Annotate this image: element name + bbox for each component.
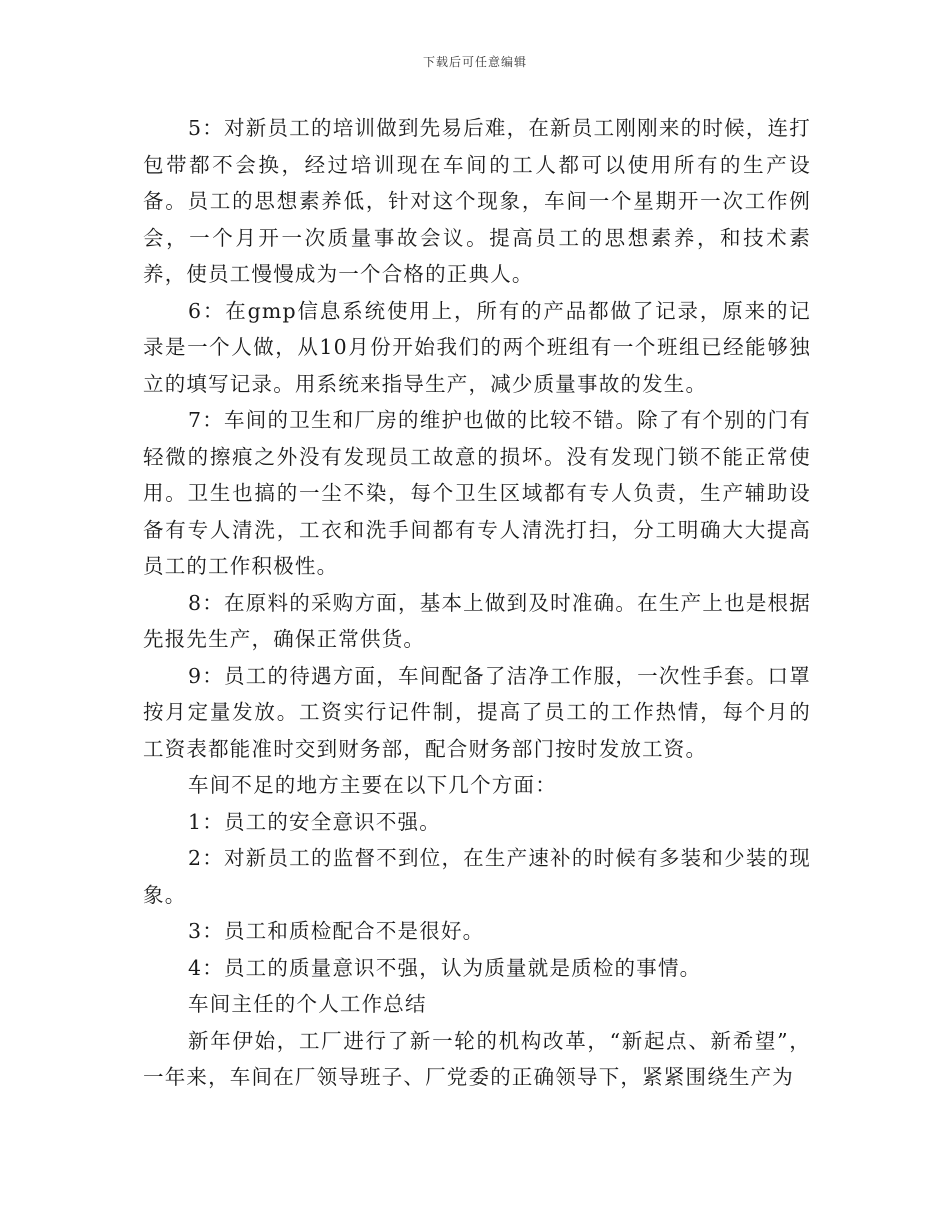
paragraph-item-7: 7：车间的卫生和厂房的维护也做的比较不错。除了有个别的门有轻微的擦痕之外没有发现员工故意的损坏。没有发现门锁不能正常使用。卫生也搞的一尘不染，每个卫生区域都有专人负责，生产辅助设备有专人清洗，工衣和洗手间都有专人清洗打扫，分工明确大大提高员工的工作积极性。 xyxy=(143,408,811,578)
shortcoming-item-4: 4：员工的质量意识不强，认为质量就是质检的事情。 xyxy=(188,955,702,980)
paragraph-item-6: 6：在gmp信息系统使用上，所有的产品都做了记录，原来的记录是一个人做，从10月份开始我们的两个班组有一个班组已经能够独立的填写记录。用系统来指导生产，减少质量事故的发生。 xyxy=(143,298,811,396)
page-header: 下载后可任意编辑 xyxy=(422,55,527,69)
paragraph-item-8: 8：在原料的采购方面，基本上做到及时准确。在生产上也是根据先报先生产，确保正常供货。 xyxy=(143,590,811,651)
paragraph-item-5: 5：对新员工的培训做到先易后难，在新员工刚刚来的时候，连打包带都不会换，经过培训现在车间的工人都可以使用所有的生产设备。员工的思想素养低，针对这个现象，车间一个星期开一次工作例会，一个月开一次质量事故会议。提高员工的思想素养，和技术素养，使员工慢慢成为一个合格的正典人。 xyxy=(143,116,811,286)
document-body xyxy=(143,110,811,1096)
shortcoming-item-2: 2：对新员工的监督不到位，在生产速补的时候有多装和少装的现象。 xyxy=(143,846,811,907)
section-title: 车间主任的个人工作总结 xyxy=(188,992,427,1016)
shortcomings-heading: 车间不足的地方主要在以下几个方面： xyxy=(188,773,557,797)
shortcoming-item-3: 3：员工和质检配合不是很好。 xyxy=(188,919,485,943)
shortcoming-item-1: 1：员工的安全意识不强。 xyxy=(188,809,441,834)
intro-paragraph: 新年伊始，工厂进行了新一轮的机构改革，“新起点、新希望”，一年来，车间在厂领导班子、厂党委的正确领导下，紧紧围绕生产为 xyxy=(143,1028,811,1089)
paragraph-item-9: 9：员工的待遇方面，车间配备了洁净工作服，一次性手套。口罩按月定量发放。工资实行记件制，提高了员工的工作热情，每个月的工资表都能准时交到财务部，配合财务部门按时发放工资。 xyxy=(143,663,811,761)
